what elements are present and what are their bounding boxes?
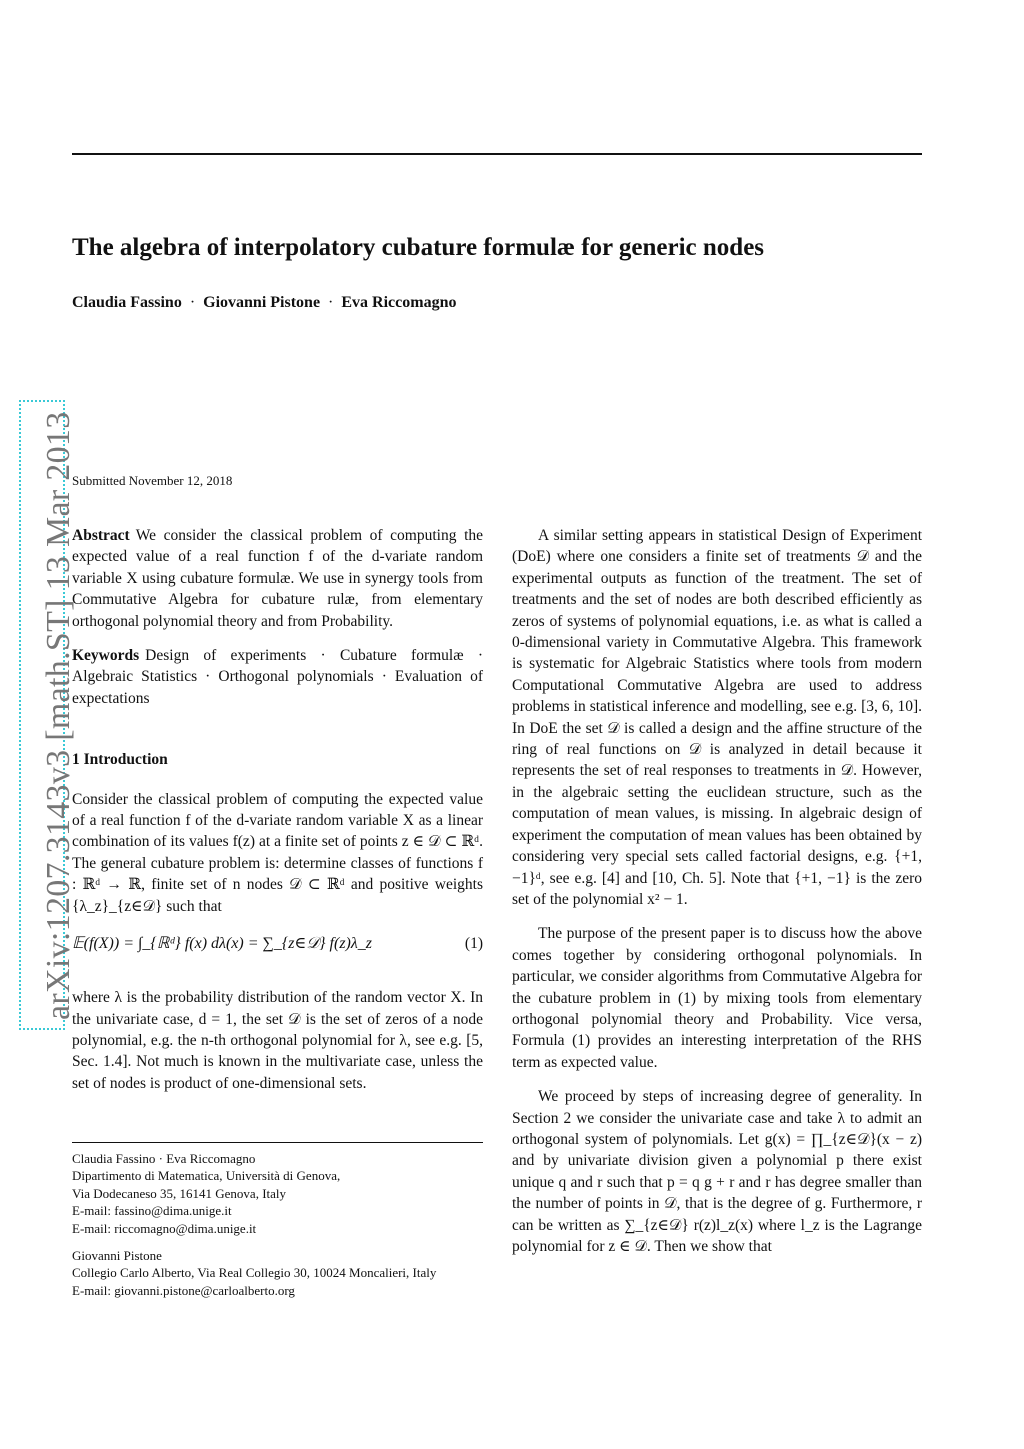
abstract-text: We consider the classical problem of computing the expected value of a real function f of the d-variate random variable X using cubature formulæ. We use in synergy tools from Commutative Algebra for cubature rulæ, from elementary orthogonal polynomial theory and from Probability.: [72, 527, 483, 630]
footnote-line: Via Dodecaneso 35, 16141 Genova, Italy: [72, 1185, 287, 1201]
body-paragraph: We proceed by steps of increasing degree of generality. In Section 2 we consider the univariate case and take λ to admit an orthogonal system of polynomials. Let g(x) = ∏_{z∈𝒟}(x − z) and by univariate division given a polynomial p there exist unique q and r such that p = q g + r and r has degree smaller than the number of points in 𝒟, that is the degree of g. Furthermore, r can be written as ∑_{z∈𝒟} r(z)l_z(x) where l_z is the Lagrange polynomial for z ∈ 𝒟. Then we show that: [512, 1088, 922, 1255]
equation-expression: 𝔼(f(X)) = ∫_{ℝᵈ} f(x) dλ(x) = ∑_{z∈𝒟} f(z)λ_z: [72, 935, 373, 953]
right-column: [512, 525, 922, 1270]
footnote-email[interactable]: E-mail: fassino@dima.unige.it: [72, 1203, 232, 1219]
author-separator: ·: [328, 294, 334, 311]
equation-1: [72, 927, 483, 985]
abstract-label: Abstract: [72, 527, 130, 544]
affiliation-footnote: [72, 1150, 492, 1299]
footnote-email[interactable]: E-mail: giovanni.pistone@carloalberto.org: [72, 1282, 295, 1298]
abstract: [72, 525, 483, 632]
footnote-line: Collegio Carlo Alberto, Via Real Collegio 30, 10024 Moncalieri, Italy: [72, 1265, 437, 1281]
equation-number: (1): [464, 935, 483, 953]
body-paragraph: A similar setting appears in statistical Design of Experiment (DoE) where one considers a finite set of treatments 𝒟 and the experimental outputs as function of the treatment. The set of treatments and the set of nodes are both described efficiently as zeros of systems of polynomial equations, i.e. as what is called a 0-dimensional variety in Commutative Algebra. This framework is systematic for Algebraic Statistics where tools from modern Computational Commutative Algebra are used to address problems in statistical inference and modelling, see e.g. [3, 6, 10]. In DoE the set 𝒟 is called a design and the affine structure of the ring of real functions on 𝒟 is analyzed in detail because it represents the set of real responses to treatments in 𝒟. However, in the algebraic setting the euclidean structure, such as the computation of mean values, is missing. In algebraic design of experiment the computation of mean values has been obtained by considering very special sets called factorial designs, e.g. {+1, −1}ᵈ, see e.g. [4] and [10, Ch. 5]. Note that {+1, −1} is the zero set of the polynomial x² − 1.: [512, 527, 922, 908]
arxiv-stamp-text: arXiv:1207.3143v3 [math.ST] 13 Mar 2013: [40, 411, 77, 1020]
submitted-date: Submitted November 12, 2018: [72, 473, 233, 488]
footnote-email[interactable]: E-mail: riccomagno@dima.unige.it: [72, 1220, 257, 1236]
footnote-line: Claudia Fassino · Eva Riccomagno: [72, 1151, 256, 1166]
left-column: [72, 525, 483, 1094]
footnote-gap: [72, 1237, 492, 1247]
body-paragraph: The purpose of the present paper is to discuss how the above comes together by considering orthogonal polynomials. In particular, we consider algorithms from Commutative Algebra for the cubature problem in (1) by mixing tools from elementary orthogonal polynomial theory and Probability. Vice versa, Formula (1) provides an interesting interpretation of the RHS term as expected value.: [512, 925, 922, 1071]
author-list: [72, 292, 456, 314]
author-name: Giovanni Pistone: [203, 294, 321, 311]
author-name: Eva Riccomagno: [341, 294, 457, 311]
keywords: [72, 645, 483, 709]
footnote-line: Giovanni Pistone: [72, 1248, 162, 1264]
keywords-text: Design of experiments · Cubature formulæ · Algebraic Statistics · Orthogonal polynomials · Evaluation of expectations: [72, 647, 483, 707]
section-heading: 1 Introduction: [72, 751, 168, 769]
intro-paragraph: Consider the classical problem of computing the expected value of a real function f of the d-variate random variable X as a linear combination of its values f(z) at a finite set of points z ∈ 𝒟 ⊂ ℝᵈ. The general cubature problem is: determine classes of functions f : ℝᵈ → ℝ, finite set of n nodes 𝒟 ⊂ ℝᵈ and positive weights {λ_z}_{z∈𝒟} such that: [72, 790, 483, 915]
intro-paragraph: where λ is the probability distribution of the random vector X. In the univariate case, d = 1, the set 𝒟 is the set of zeros of a node polynomial, e.g. the n-th orthogonal polynomial for λ, see e.g. [5, Sec. 1.4]. Not much is known in the multivariate case, unless the set of nodes is product of one-dimensional sets.: [72, 989, 483, 1092]
keywords-label: Keywords: [72, 647, 140, 665]
paper-title: The algebra of interpolatory cubature formulæ for generic nodes: [72, 234, 765, 261]
author-separator: ·: [189, 294, 196, 311]
author-name: Claudia Fassino: [72, 294, 182, 311]
arxiv-stamp-box[interactable]: [19, 400, 77, 1030]
header-rule: [72, 153, 922, 155]
footnote-line: Dipartimento di Matematica, Università di Genova,: [72, 1168, 341, 1184]
footnote-rule: [72, 1142, 483, 1143]
